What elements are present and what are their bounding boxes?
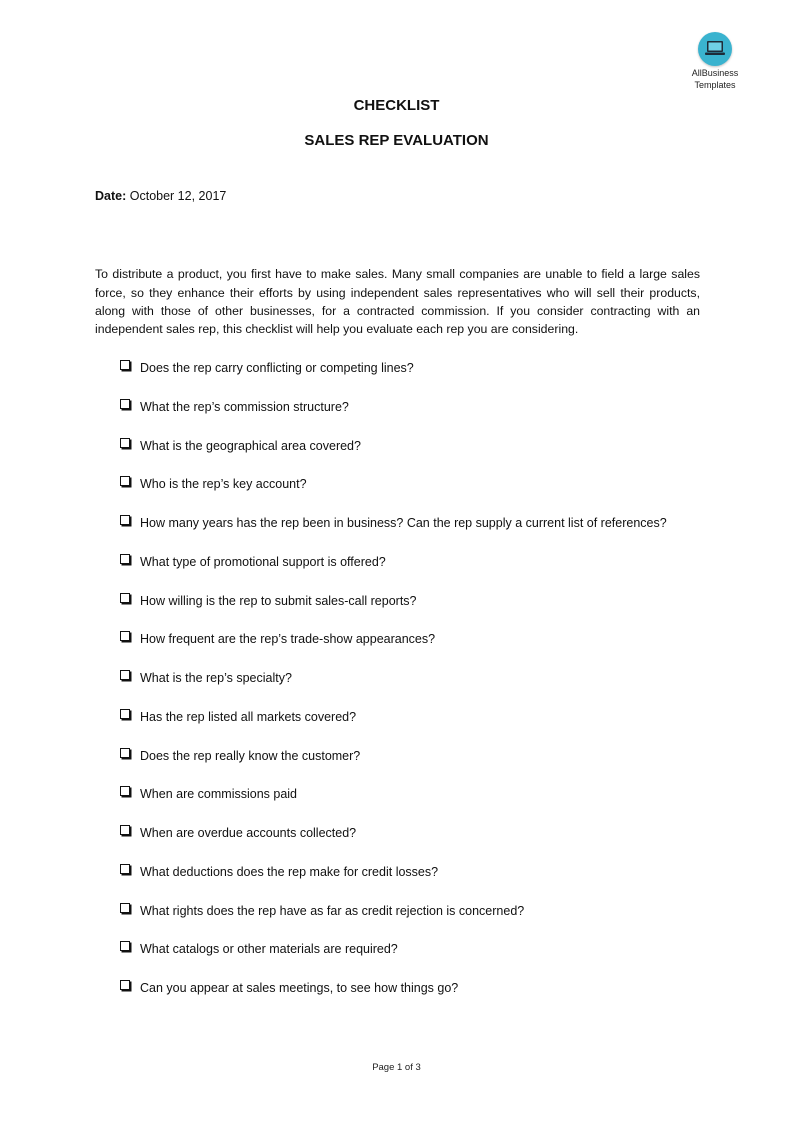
checklist-item — [120, 902, 720, 941]
checklist-item — [120, 437, 720, 476]
checkbox[interactable] — [120, 554, 130, 564]
checklist-item-text: Has the rep listed all markets covered? — [140, 709, 357, 724]
checkbox[interactable] — [120, 903, 130, 913]
checkbox[interactable] — [120, 709, 130, 719]
date-line — [95, 189, 226, 203]
checkbox[interactable] — [120, 786, 130, 796]
checklist-item-text: When are commissions paid — [140, 787, 298, 802]
checklist-item-text: What deductions does the rep make for credit losses? — [140, 864, 439, 879]
checkbox[interactable] — [120, 864, 130, 874]
page-number: Page 1 of 3 — [372, 1062, 421, 1073]
checkbox[interactable] — [120, 941, 130, 951]
checklist-item — [120, 514, 720, 553]
checkbox[interactable] — [120, 980, 130, 990]
brand-logo — [683, 32, 747, 90]
checkbox[interactable] — [120, 825, 130, 835]
checklist-item — [120, 863, 720, 902]
checklist-item-text: Does the rep really know the customer? — [140, 748, 361, 763]
checklist-item-text: When are overdue accounts collected? — [140, 826, 357, 840]
document-title: CHECKLIST — [353, 97, 440, 114]
checklist-item — [120, 592, 720, 631]
checklist-item-text: How frequent are the rep’s trade-show appearances? — [140, 632, 436, 647]
checkbox[interactable] — [120, 593, 130, 603]
checklist-item — [120, 475, 720, 514]
checklist-item — [120, 708, 720, 747]
logo-text-line1: AllBusiness — [691, 68, 739, 78]
checklist-item — [120, 940, 720, 979]
checklist-item-text: What the rep’s commission structure? — [140, 399, 349, 414]
checkbox[interactable] — [120, 360, 130, 370]
checkbox[interactable] — [120, 748, 130, 758]
checklist-item — [120, 630, 720, 669]
laptop-icon — [698, 32, 732, 66]
checklist-item — [120, 747, 720, 786]
intro-paragraph: To distribute a product, you first have to make sales. Many small companies are unable to field a large sales force, so they enhance their efforts by using independent sales representatives who will sell their products, along with those of other businesses, for a contracted commission. If you consider contracting with an independent sales rep, this checklist will help you evaluate each rep you are considering. — [95, 267, 700, 336]
checkbox[interactable] — [120, 515, 130, 525]
logo-text-line2: Templates — [694, 80, 736, 90]
checklist-item-text: What catalogs or other materials are required? — [140, 942, 398, 957]
checklist-item — [120, 785, 720, 824]
checklist-item — [120, 669, 720, 708]
checkbox[interactable] — [120, 399, 130, 409]
checkbox[interactable] — [120, 670, 130, 680]
checklist-item — [120, 824, 720, 863]
checklist-item — [120, 553, 720, 592]
checklist-item-text: What rights does the rep have as far as credit rejection is concerned? — [140, 903, 525, 918]
checklist-item-text: Does the rep carry conflicting or competing lines? — [140, 361, 414, 375]
checklist-item — [120, 398, 720, 437]
checklist-item-text: Who is the rep’s key account? — [140, 477, 307, 492]
checklist-item-text: What is the geographical area covered? — [140, 438, 361, 453]
checkbox[interactable] — [120, 438, 130, 448]
document-subtitle: SALES REP EVALUATION — [304, 132, 489, 149]
checklist-item-text: What is the rep’s specialty? — [140, 671, 292, 685]
checklist-item-text: Can you appear at sales meetings, to see how things go? — [140, 981, 459, 995]
checklist-item — [120, 979, 720, 1018]
checkbox[interactable] — [120, 631, 130, 641]
date-value: October 12, 2017 — [129, 189, 227, 203]
checklist-item — [120, 359, 720, 398]
checklist-item-text: How willing is the rep to submit sales-call reports? — [140, 593, 417, 608]
checklist-item-text: What type of promotional support is offered? — [140, 554, 386, 569]
checklist — [120, 359, 720, 1018]
checklist-item-text: How many years has the rep been in business? Can the rep supply a current list of references? — [140, 516, 667, 530]
date-label: Date: — [95, 189, 127, 203]
checkbox[interactable] — [120, 476, 130, 486]
